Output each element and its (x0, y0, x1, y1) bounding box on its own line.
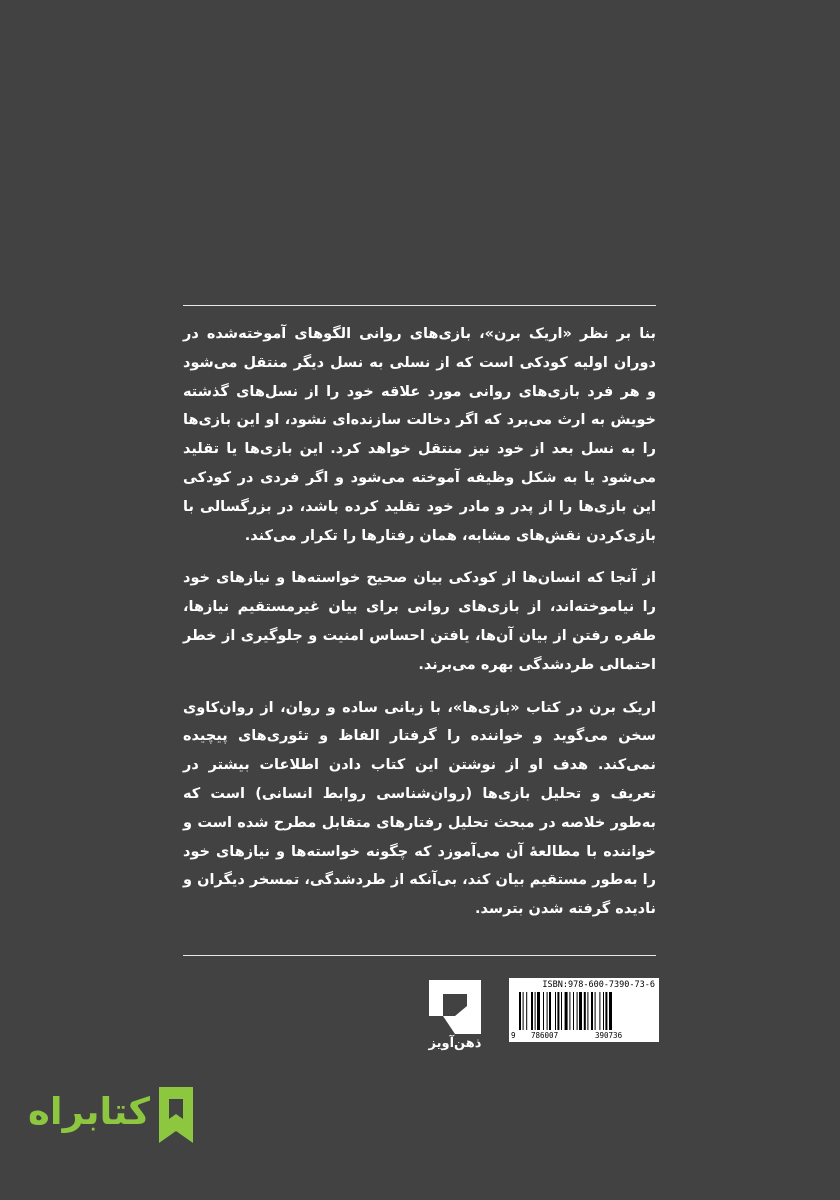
barcode-bars (519, 992, 649, 1030)
top-divider (183, 305, 656, 306)
paragraph-1: بنا بر نظر «اریک برن»، بازی‌های روانی الگوهای آموخته‌شده در دوران اولیه کودکی است که از نسلی به نسل دیگر منتقل می‌شود و هر فرد بازی‌های روانی مورد علاقه خود را از نسل‌های گذشته خویش به ارث می‌برد که اگر دخالت سازنده‌ای نشود، او این بازی‌ها را به نسل بعد از خود نیز منتقل خواهد کرد. این بازی‌ها یا تقلید می‌شود یا به شکل وظیفه آموخته می‌شود و اگر فردی در کودکی این بازی‌ها را از پدر و مادر خود تقلید کرده باشد، در بزرگسالی با بازی‌کردن نقش‌های مشابه، همان رفتارها را تکرار می‌کند. (183, 326, 656, 544)
ean-lead-digit: 9 (511, 1031, 516, 1040)
back-cover-text (183, 320, 656, 938)
bottom-divider (183, 955, 656, 956)
bookmark-icon (155, 1085, 197, 1147)
publisher-name: ذهن‌آویز (428, 1036, 482, 1051)
ean-left-digits: 786007 (531, 1031, 559, 1040)
ean-right-digits: 390736 (595, 1031, 623, 1040)
paragraph-2: از آنجا که انسان‌ها از کودکی بیان صحیح خواسته‌ها و نیازهای خود را نیاموخته‌اند، از بازی‌های روانی برای بیان غیرمستقیم نیازها، طفره رفتن از بیان آن‌ها، یافتن احساس امنیت و جلوگیری از خطر احتمالی طردشدگی بهره می‌برند. (183, 570, 656, 673)
isbn-barcode (509, 978, 659, 1042)
paragraph-3: اریک برن در کتاب «بازی‌ها»، با زبانی ساده و روان، از روان‌کاوی سخن می‌گوید و خواننده را گرفتار الفاظ و تئوری‌های پیچیده نمی‌کند. هدف او از نوشتن این کتاب دادن اطلاعات بیشتر در تعریف و تحلیل بازی‌ها (روان‌شناسی روابط انسانی) است که به‌طور خلاصه در مبحث تحلیل رفتارهای متقابل مطرح شده است و خواننده با مطالعهٔ آن می‌آموزد که چگونه خواسته‌ها و نیازهای خود را به‌طور مستقیم بیان کند، بی‌آنکه از طردشدگی، تمسخر دیگران و نادیده گرفته شدن بترسد. (183, 699, 656, 918)
isbn-text: ISBN:978-600-7390-73-6 (542, 980, 655, 990)
publisher-logo-icon (425, 976, 485, 1040)
store-name: کتابراه (28, 1090, 150, 1133)
